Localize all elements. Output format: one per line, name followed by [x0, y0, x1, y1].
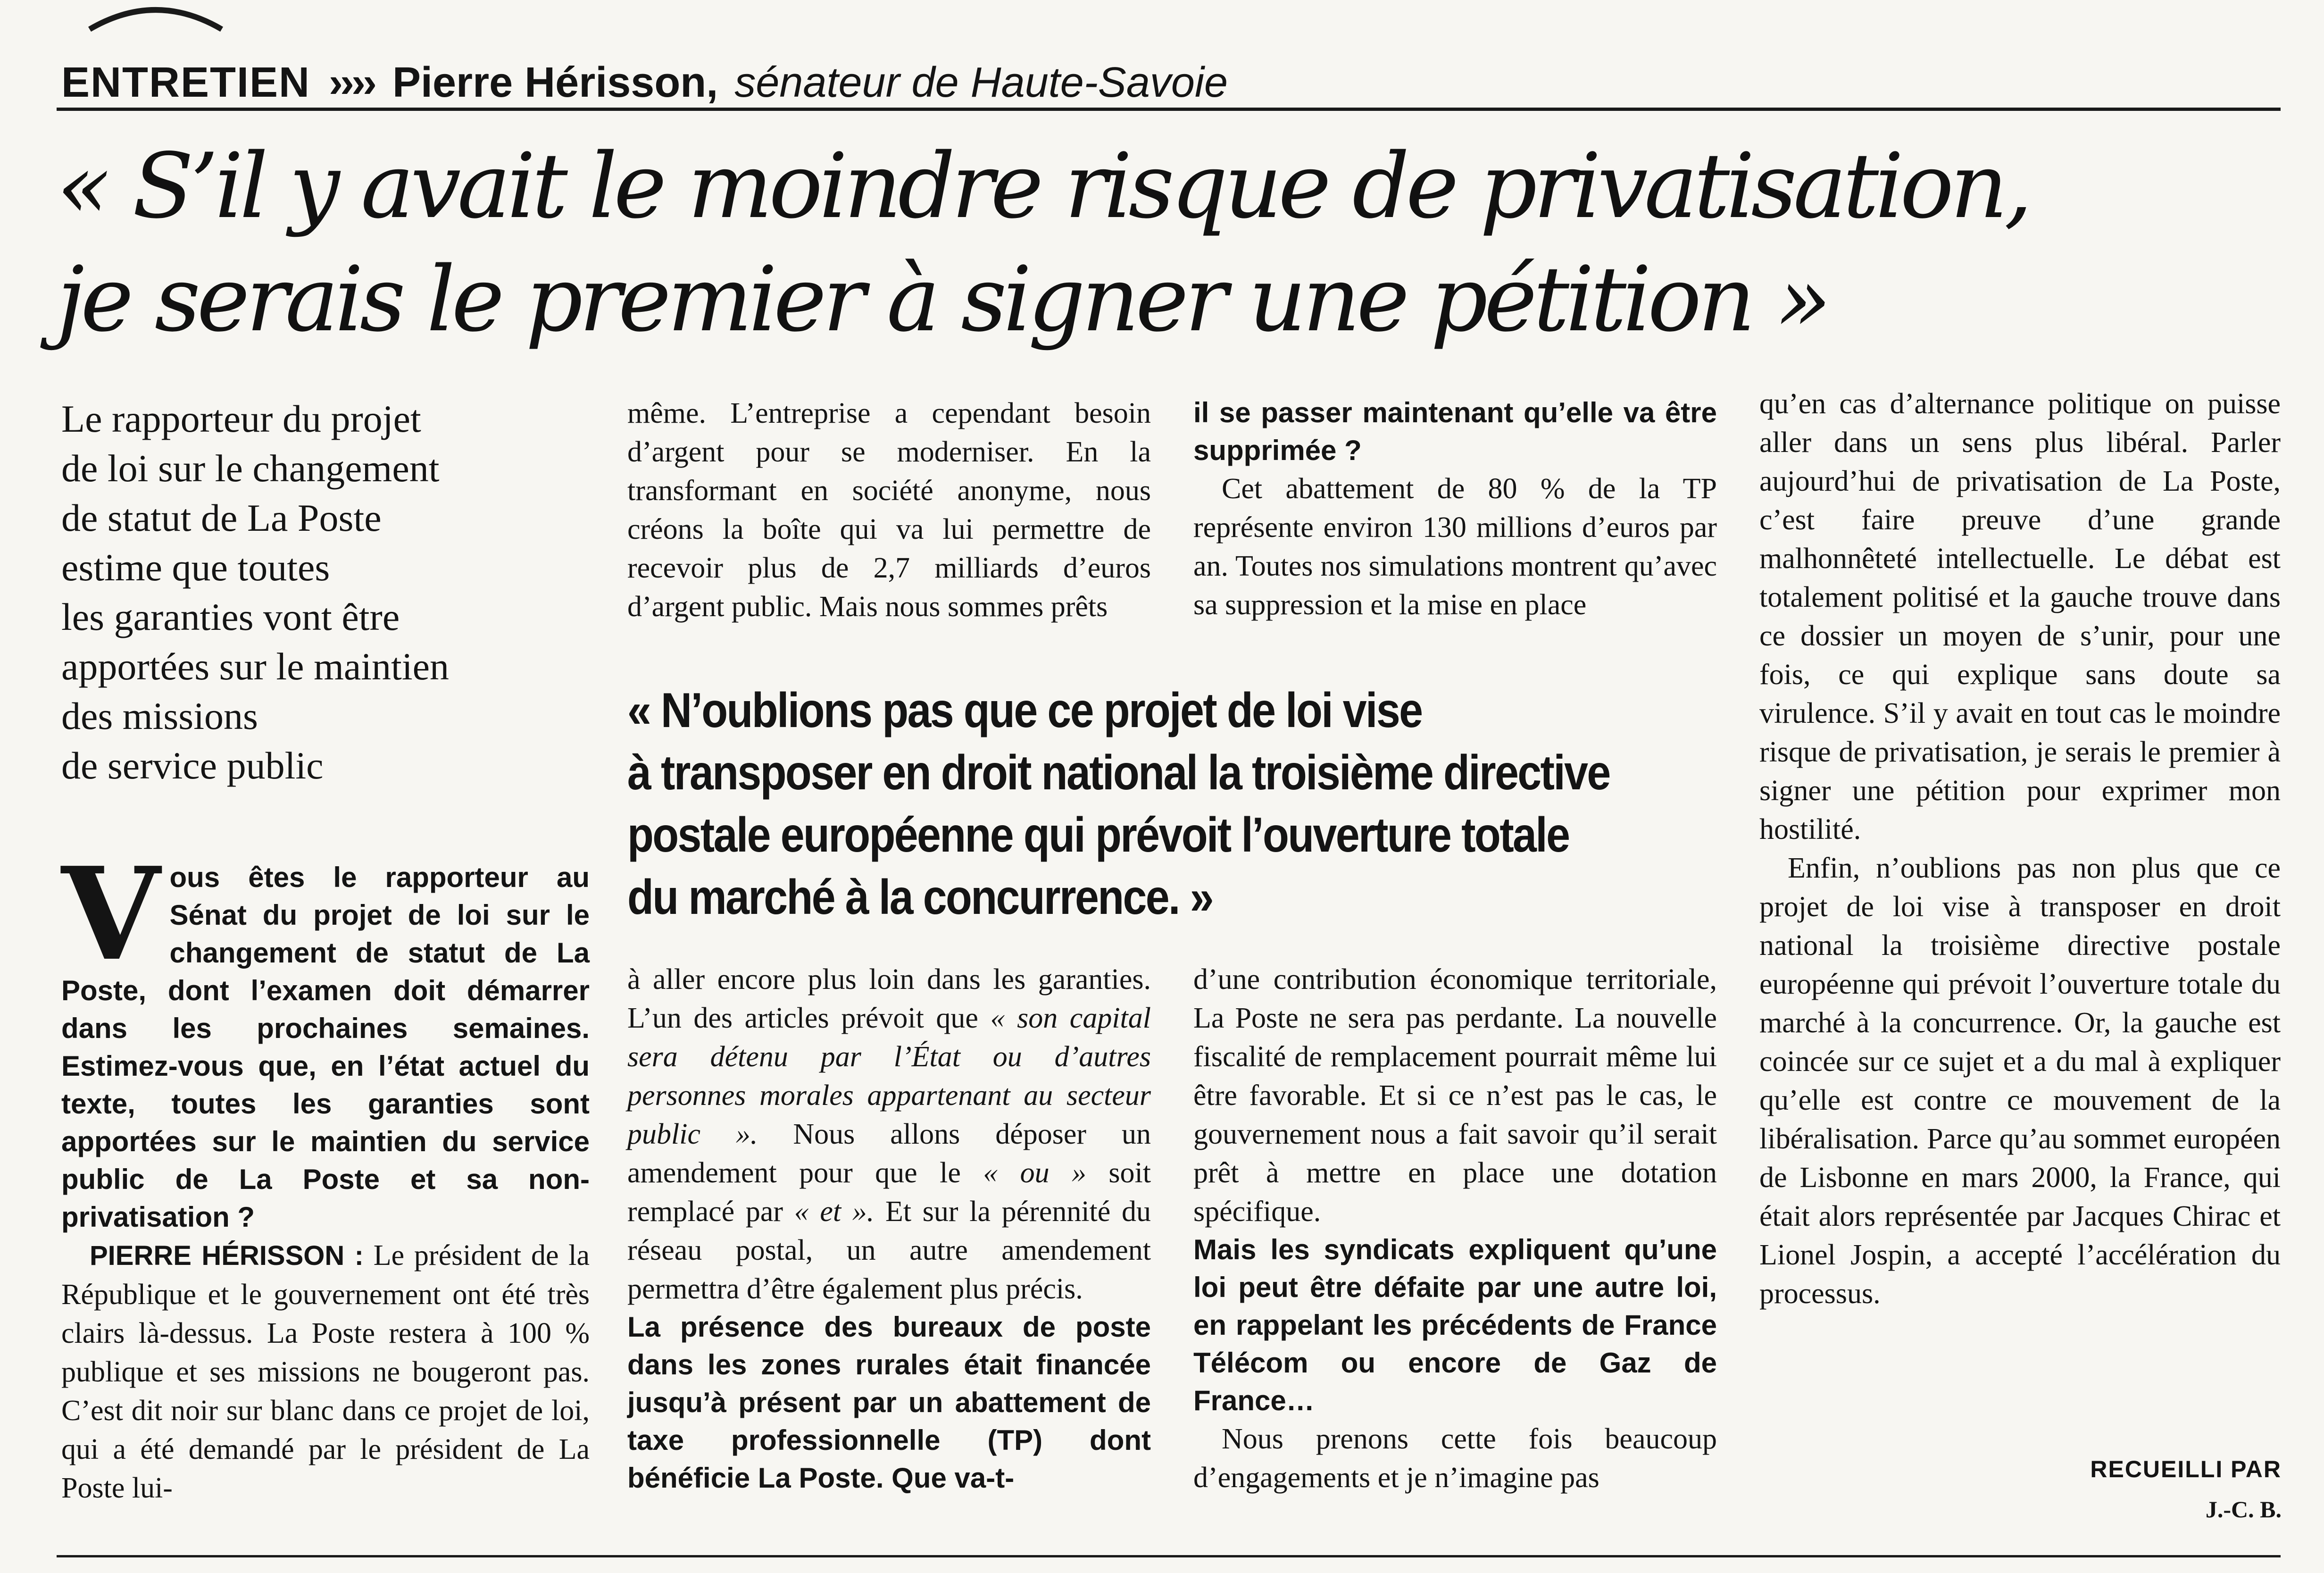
kicker-label: ENTRETIEN [61, 59, 311, 106]
quoted-word-ou: « ou » [983, 1157, 1087, 1189]
standfirst-line: de service public [61, 744, 324, 787]
column-2-top-text: même. L’entreprise a cependant besoin d’argent pour se moderniser. En la transformant en société anonyme, nous créons la boîte qui va lui permettre de recevoir plus de 2,7 milliards d’euros d’argent public. Mais nous sommes prêts [627, 397, 1151, 623]
pull-quote-line: postale européenne qui prévoit l’ouverture totale [627, 808, 1569, 862]
speaker-label: PIERRE HÉRISSON : [90, 1240, 364, 1271]
text-run: soit remplacé par [627, 1157, 1151, 1228]
headline-line-1: « S’il y avait le moindre risque de privatisation, [57, 134, 2029, 238]
answer-1 [61, 1236, 590, 1507]
question-3: Mais les syndicats expliquent qu’une loi peut être défaite par une autre loi, en rappelant les précédents de France Télécom ou encore de Gaz de France… [1193, 1234, 1717, 1416]
kicker [61, 57, 2278, 109]
bottom-rule [57, 1555, 2281, 1557]
standfirst-line: des missions [61, 694, 258, 737]
answer-3-start: Nous prenons cette fois beaucoup d’engagements et je n’imagine pas [1193, 1423, 1717, 1494]
top-rule [57, 108, 2281, 111]
column-3-bottom [1193, 960, 1717, 1497]
pull-quote-line: à transposer en droit national la troisième directive [627, 745, 1610, 800]
pull-quote-line: « N’oublions pas que ce projet de loi vise [627, 683, 1422, 738]
answer-1-text: Le président de la République et le gouvernement ont été très clairs là-dessus. La Poste restera à 100 % publique et ses missions ne bougeront pas. C’est dit noir sur blanc dans ce projet de loi, qui a été demandé par le président de La Poste lui- [61, 1239, 590, 1504]
question-2: La présence des bureaux de poste dans les zones rurales était financée jusqu’à présent par un abattement de taxe professionnelle (TP) dont bénéficie La Poste. Que va-t- [627, 1311, 1151, 1494]
standfirst-line: les garanties vont être [61, 595, 400, 638]
standfirst-line: estime que toutes [61, 546, 330, 589]
standfirst-line: apportées sur le maintien [61, 645, 450, 688]
headline [57, 130, 2274, 356]
column-3-top [1193, 394, 1717, 624]
text-run: à aller encore plus loin dans les garanties. L’un des articles prévoit que [627, 963, 1151, 1034]
question-1 [61, 839, 590, 1236]
answer-3-final: Enfin, n’oublions pas non plus que ce projet de loi vise à transposer en droit national la troisième directive postale européenne qui prévoit l’ouverture totale du marché à la concurrence. Or, la gauche est coincée sur ce sujet et a du mal à expliquer qu’elle est contre ce mouvement de la libéralisation. Parce qu’au sommet européen de Lisbonne en mars 2000, la France, qui était alors représentée par Jacques Chirac et Lionel Jospin, a accepté l’accélération du processus. [1759, 852, 2281, 1310]
question-2-end: il se passer maintenant qu’elle va être supprimée ? [1193, 397, 1717, 466]
text-run: Nous allons déposer un amendement pour que le [627, 1118, 1151, 1189]
kicker-arrows-icon: ›››› [329, 59, 374, 106]
column-1 [61, 839, 590, 1507]
question-1-text: ous êtes le rapporteur au Sénat du projet de loi sur le changement de statut de La Poste, dont l’examen doit démarrer dans les prochaines semaines. Estimez-vous que, en l’état actuel du texte, toutes les garanties sont apportées sur le maintien du service public de La Poste et sa non-privatisation ? [61, 862, 590, 1233]
column-2-top [627, 394, 1151, 626]
answer-1-continued [627, 960, 1151, 1308]
masthead-arc-ornament [85, 0, 226, 33]
column-2-bottom [627, 960, 1151, 1497]
standfirst-line: Le rapporteur du projet [61, 397, 421, 440]
pull-quote [627, 679, 1610, 929]
column-4 [1759, 385, 2281, 1313]
text-run: Et sur la pérennité du réseau postal, un autre amendement permettra d’être également plus précis. [627, 1196, 1151, 1305]
answer-2-continued: d’une contribution économique territoriale, La Poste ne sera pas perdante. La nouvelle fiscalité de remplacement pourrait même lui être favorable. Et si ce n’est pas le cas, le gouvernement nous a fait savoir qu’il serait prêt à mettre en place une dotation spécifique. [1193, 963, 1717, 1228]
standfirst-line: de statut de La Poste [61, 496, 382, 539]
answer-3-continued: qu’en cas d’alternance politique on puisse aller dans un sens plus libéral. Parler aujourd’hui de privatisation de La Poste, c’est faire preuve d’une grande malhonnêteté intellectuelle. Le débat est totalement politisé et la gauche trouve dans ce dossier un moyen de s’unir, pour une fois, ce qui explique sans doute sa virulence. S’il y avait en tout cas le moindre risque de privatisation, je serais le premier à signer une pétition pour exprimer mon hostilité. [1759, 388, 2281, 845]
dropcap: V [61, 839, 160, 989]
byline-label: RECUEILLI PAR [2090, 1456, 2282, 1482]
kicker-role: sénateur de Haute-Savoie [734, 59, 1228, 106]
pull-quote-line: du marché à la concurrence. » [627, 870, 1213, 925]
byline-initials: J.-C. B. [2205, 1496, 2282, 1523]
kicker-name: Pierre Hérisson, [392, 59, 718, 106]
standfirst [61, 394, 580, 790]
answer-2-start: Cet abattement de 80 % de la TP représente environ 130 millions d’euros par an. Toutes nos simulations montrent qu’avec sa suppression et la mise en place [1193, 473, 1717, 621]
quoted-article: « son capital sera détenu par l’État ou d’autres personnes morales appartenant au secteur public ». [627, 1002, 1151, 1150]
standfirst-line: de loi sur le changement [61, 447, 440, 490]
headline-line-2: je serais le premier à signer une pétition » [57, 247, 1828, 351]
quoted-word-et: « et ». [794, 1196, 875, 1228]
